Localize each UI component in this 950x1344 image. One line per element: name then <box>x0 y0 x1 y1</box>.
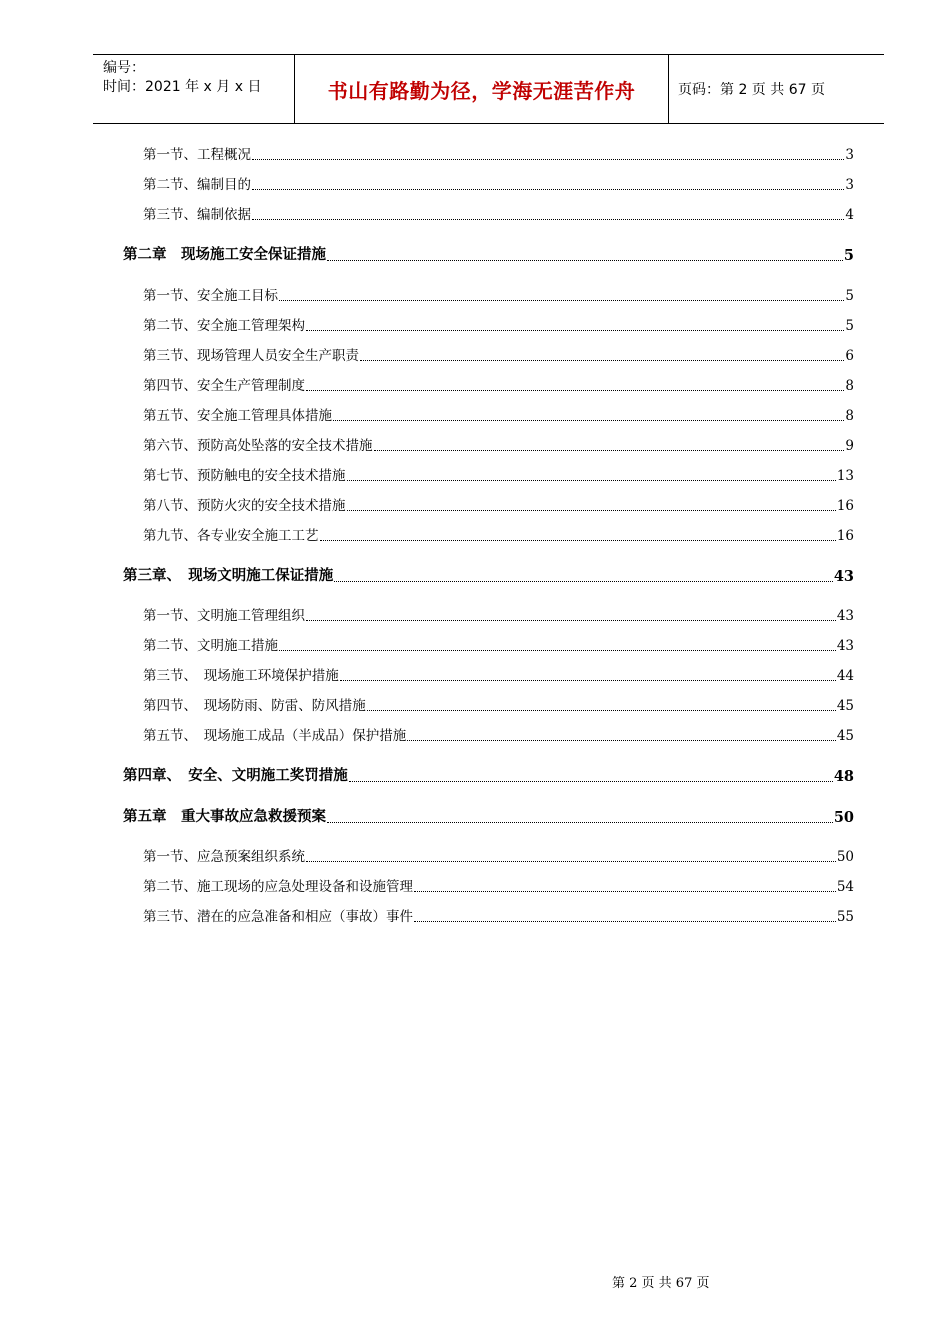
toc-leader <box>334 569 833 582</box>
toc-entry-title: 第三节、现场管理人员安全生产职责 <box>143 348 359 364</box>
toc-entry-title: 第一节、工程概况 <box>143 147 251 163</box>
toc-entry-title: 第五节、 现场施工成品（半成品）保护措施 <box>143 728 407 744</box>
toc-entry[interactable] <box>143 145 854 163</box>
toc-leader <box>327 810 833 823</box>
toc-entry-title: 第三节、潜在的应急准备和相应（事故）事件 <box>143 909 413 925</box>
toc-entry[interactable] <box>143 907 854 925</box>
toc-entry-page: 45 <box>836 728 854 744</box>
toc-chapter-page: 43 <box>833 568 854 585</box>
toc-entry-page: 16 <box>836 498 854 514</box>
toc-entry-title: 第二节、施工现场的应急处理设备和设施管理 <box>143 879 413 895</box>
toc-entry[interactable] <box>143 286 854 304</box>
toc-entry-title: 第七节、预防触电的安全技术措施 <box>143 468 346 484</box>
toc-entry-title: 第八节、预防火灾的安全技术措施 <box>143 498 346 514</box>
toc-entry[interactable] <box>143 526 854 544</box>
toc-entry-title: 第六节、预防高处坠落的安全技术措施 <box>143 438 373 454</box>
toc-leader <box>279 288 844 301</box>
header-page-cell <box>669 55 884 123</box>
toc-entry-page: 43 <box>836 638 854 654</box>
toc-chapter-title: 第五章 重大事故应急救援预案 <box>123 808 326 825</box>
toc-chapter-title: 第四章、 安全、文明施工奖罚措施 <box>123 767 348 784</box>
toc-chapter-page: 48 <box>833 768 854 785</box>
toc-leader <box>252 207 844 220</box>
toc-leader <box>360 348 844 361</box>
toc-entry[interactable] <box>143 406 854 424</box>
toc-leader <box>414 879 836 892</box>
header-page-info: 页码：第 2 页 共 67 页 <box>678 82 825 98</box>
toc-entry-page: 5 <box>845 318 854 334</box>
toc-leader <box>306 849 836 862</box>
toc-entry[interactable] <box>143 847 854 865</box>
toc-entry-title: 第一节、文明施工管理组织 <box>143 608 305 624</box>
toc-chapter-page: 50 <box>833 809 854 826</box>
toc-entry-page: 44 <box>836 668 854 684</box>
header-motto-cell <box>295 55 669 123</box>
toc-entry-title: 第二节、编制目的 <box>143 177 251 193</box>
toc-entry[interactable] <box>143 606 854 624</box>
toc-entry-page: 9 <box>845 438 854 454</box>
header-motto: 书山有路勤为径，学海无涯苦作舟 <box>327 78 636 103</box>
page-header <box>93 54 884 124</box>
footer-page-number: 第 2 页 共 67 页 <box>612 1276 710 1291</box>
toc-entry-title: 第四节、安全生产管理制度 <box>143 378 305 394</box>
toc-entry-page: 13 <box>836 468 854 484</box>
toc-chapter-page: 5 <box>843 247 854 264</box>
toc-chapter[interactable] <box>123 806 854 826</box>
toc-leader <box>347 498 836 511</box>
toc-leader <box>349 769 833 782</box>
toc-entry-page: 45 <box>836 698 854 714</box>
toc-entry-title: 第一节、安全施工目标 <box>143 288 278 304</box>
toc-entry[interactable] <box>143 877 854 895</box>
toc-leader <box>374 438 845 451</box>
toc-entry-page: 8 <box>845 408 854 424</box>
toc-entry-page: 5 <box>845 288 854 304</box>
toc-entry-title: 第五节、安全施工管理具体措施 <box>143 408 332 424</box>
toc-leader <box>306 378 844 391</box>
toc-leader <box>347 468 836 481</box>
toc-leader <box>327 248 843 261</box>
toc-entry[interactable] <box>143 205 854 223</box>
toc-leader <box>320 528 836 541</box>
toc-entry[interactable] <box>143 175 854 193</box>
toc-entry-title: 第三节、编制依据 <box>143 207 251 223</box>
toc-leader <box>367 698 836 711</box>
toc-entry-page: 4 <box>845 207 854 223</box>
toc-chapter[interactable] <box>123 565 854 585</box>
toc-entry-title: 第一节、应急预案组织系统 <box>143 849 305 865</box>
toc-leader <box>414 909 836 922</box>
toc-entry[interactable] <box>143 376 854 394</box>
toc-entry[interactable] <box>143 696 854 714</box>
toc-entry[interactable] <box>143 466 854 484</box>
toc-leader <box>252 177 844 190</box>
toc-chapter[interactable] <box>123 765 854 785</box>
toc-leader <box>252 147 844 160</box>
toc-entry-title: 第四节、 现场防雨、防雷、防风措施 <box>143 698 366 714</box>
toc-entry-title: 第三节、 现场施工环境保护措施 <box>143 668 339 684</box>
toc-leader <box>279 638 836 651</box>
toc-entry[interactable] <box>143 436 854 454</box>
toc-entry[interactable] <box>143 726 854 744</box>
toc-leader <box>306 608 836 621</box>
toc-chapter[interactable] <box>123 244 854 264</box>
toc-entry-page: 54 <box>836 879 854 895</box>
toc-leader <box>407 728 836 741</box>
document-time-label: 时间：2021 年 x 月 x 日 <box>103 79 262 95</box>
toc-entry-page: 6 <box>845 348 854 364</box>
toc-chapter-title: 第三章、 现场文明施工保证措施 <box>123 567 334 584</box>
toc-entry[interactable] <box>143 346 854 364</box>
toc-entry-page: 3 <box>845 177 854 193</box>
document-number-label: 编号： <box>103 60 145 76</box>
toc-entry[interactable] <box>143 316 854 334</box>
toc-entry-page: 43 <box>836 608 854 624</box>
toc-leader <box>333 408 844 421</box>
toc-chapter-title: 第二章 现场施工安全保证措施 <box>123 246 326 263</box>
toc-entry[interactable] <box>143 636 854 654</box>
toc-leader <box>340 668 836 681</box>
toc-entry-title: 第九节、各专业安全施工工艺 <box>143 528 319 544</box>
toc-entry-page: 55 <box>836 909 854 925</box>
toc-entry-page: 16 <box>836 528 854 544</box>
toc-entry-title: 第二节、安全施工管理架构 <box>143 318 305 334</box>
toc-entry-page: 50 <box>836 849 854 865</box>
toc-entry[interactable] <box>143 666 854 684</box>
header-left-cell <box>93 55 295 123</box>
toc-entry-title: 第二节、文明施工措施 <box>143 638 278 654</box>
toc-entry[interactable] <box>143 496 854 514</box>
toc-leader <box>306 318 844 331</box>
toc-entry-page: 3 <box>845 147 854 163</box>
toc-entry-page: 8 <box>845 378 854 394</box>
